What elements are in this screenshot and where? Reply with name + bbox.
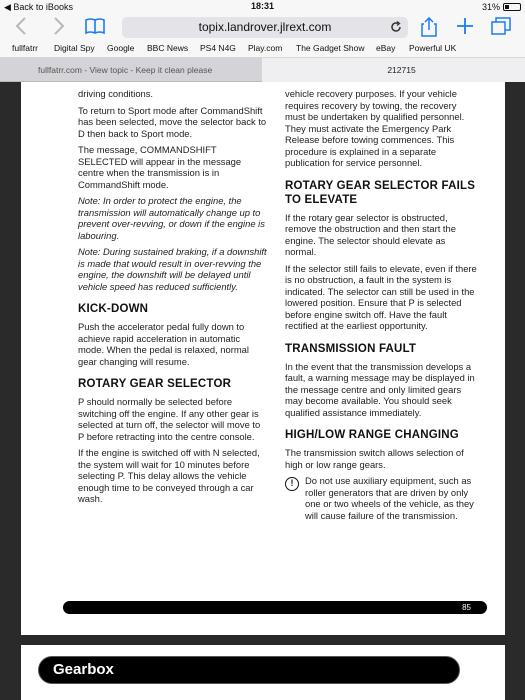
paragraph: P should normally be selected before switching off the engine. If any other gear is selected at turn off, the selector will move to P before retracting into the centre console. xyxy=(78,396,261,442)
plus-icon[interactable] xyxy=(454,17,476,37)
document-page xyxy=(21,82,505,635)
paragraph: vehicle recovery purposes. If your vehicle requires recovery by towing, the recovery must be undertaken by qualified personnel. They must activate the Emergency Park Release before towing commences. This procedure is explained in a separate publication for service personnel. xyxy=(285,88,465,168)
right-column xyxy=(285,88,477,526)
page-gap xyxy=(21,635,505,645)
paragraph: driving conditions. xyxy=(78,88,154,99)
paragraph: Push the accelerator pedal fully down to achieve rapid acceleration in automatic mode. When the pedal is relaxed, normal gear changing will resume. xyxy=(78,321,249,367)
battery-indicator xyxy=(482,2,521,12)
back-to-ibooks-link[interactable]: ◀ Back to iBooks xyxy=(4,2,73,12)
caution-icon: ! xyxy=(285,477,299,491)
chevron-left-icon[interactable] xyxy=(10,17,32,37)
reload-icon[interactable] xyxy=(390,17,402,39)
chevron-right-icon[interactable] xyxy=(48,17,70,37)
battery-icon xyxy=(503,3,521,11)
paragraph: If the rotary gear selector is obstructed, remove the obstruction and then start the engine. The selector should elevate as normal. xyxy=(285,211,456,257)
note: Note: During sustained braking, if a downshift is made that would result in over-revving the engine, the downshift will be delayed until vehicle speed has reduced sufficiently. xyxy=(78,246,267,292)
bookmark-item[interactable]: Powerful UK xyxy=(409,43,457,53)
section-heading: ROTARY GEAR SELECTOR xyxy=(78,378,232,390)
page-number: 85 xyxy=(462,603,471,612)
status-bar xyxy=(0,0,525,14)
browser-toolbar xyxy=(0,14,525,40)
caution-text: Do not use auxiliary equipment, such as roller generators that are driven by only one or two wheels of the vehicle, as they will cause failure of the transmission. xyxy=(305,475,474,521)
paragraph: To return to Sport mode after CommandShift has been selected, move the selector back to D then back to Sport mode. xyxy=(78,104,267,139)
paragraph: The message, COMMANDSHIFT SELECTED will appear in the message centre when the transmission is in CommandShift mode. xyxy=(78,144,242,190)
bookmarks-bar xyxy=(0,40,525,58)
tab-212715[interactable] xyxy=(262,58,525,82)
clock: 18:31 xyxy=(250,1,275,11)
section-banner xyxy=(38,656,460,684)
bookmark-item[interactable]: Play.com xyxy=(248,43,283,53)
bookmark-item[interactable]: Google xyxy=(107,43,135,53)
url-text: topix.landrover.jlrext.com xyxy=(198,20,332,34)
battery-fill xyxy=(505,5,509,9)
bookmark-item[interactable]: The Gadget Show xyxy=(296,43,365,53)
address-bar[interactable] xyxy=(122,17,408,38)
section-heading: ROTARY GEAR SELECTOR FAILS TO ELEVATE xyxy=(285,179,476,206)
tab-fullfatrr[interactable] xyxy=(0,58,262,82)
paragraph: If the engine is switched off with N selected, the system will wait for 10 minutes before selecting P. This delay allows the vehicle enough time to be conveyed through a car wash. xyxy=(78,447,260,504)
paragraph: In the event that the transmission develops a fault, a warning message may be displayed in the message centre and only limited gears may become available. You should seek qualified assistance immediately. xyxy=(285,360,475,418)
bookmark-item[interactable]: eBay xyxy=(376,43,396,53)
bookmark-item[interactable]: PS4 N4G xyxy=(200,43,236,53)
page-footer-bar xyxy=(63,601,487,614)
paragraph: The transmission switch allows selection of high or low range gears. xyxy=(285,447,464,470)
section-banner-title: Gearbox xyxy=(53,661,114,678)
tab-label: 212715 xyxy=(387,65,416,75)
bookmark-item[interactable]: Digital Spy xyxy=(54,43,95,53)
tabs-icon[interactable] xyxy=(490,17,512,37)
caution-block xyxy=(285,475,477,526)
left-column xyxy=(78,88,268,510)
tab-label: fullfatrr.com - View topic - Keep it clean please xyxy=(38,65,213,75)
paragraph: If the selector still fails to elevate, even if there is no obstruction, a fault in the system is indicated. The selector can still be used in the lowered position. Ensure that P is selected before engine switch off. Have the fault rectified at the earliest opportunity. xyxy=(285,262,477,331)
section-heading: TRANSMISSION FAULT xyxy=(285,342,417,355)
note: Note: In order to protect the engine, the transmission will automatically change up to prevent over-revving, or down if the engine is labouring. xyxy=(78,195,265,241)
bookmark-item[interactable]: fullfatrr xyxy=(12,43,38,53)
battery-percent: 31% xyxy=(481,2,500,12)
bookmark-item[interactable]: BBC News xyxy=(147,43,189,53)
book-icon[interactable] xyxy=(84,17,106,37)
section-heading: KICK-DOWN xyxy=(78,303,149,315)
section-heading: HIGH/LOW RANGE CHANGING xyxy=(285,429,459,441)
share-icon[interactable] xyxy=(418,17,440,37)
tab-strip xyxy=(0,58,525,82)
